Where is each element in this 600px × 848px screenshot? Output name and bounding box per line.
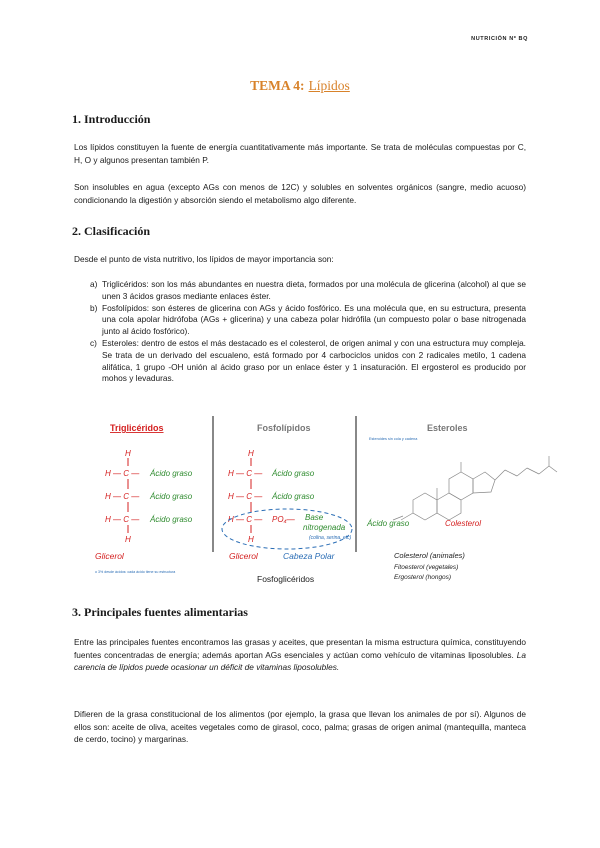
base-label: Base [305, 513, 324, 522]
svg-text:H: H [248, 535, 254, 544]
svg-text:H — C —: H — C — [105, 492, 140, 501]
svg-text:H: H [125, 535, 131, 544]
course-header: NUTRICIÓN Nº BQ [471, 36, 528, 42]
title-prefix: TEMA 4: [250, 78, 305, 93]
svg-text:H: H [248, 449, 254, 458]
list-item: c) Esteroles: dentro de estos el más destacado es el colesterol, de origen animal y con una estructura muy compleja. Se trata de un derivado del escualeno, está formado por 4 carbociclos unidos con 2 radicales metilo, 1 cadena alifática, 1 grupo -OH unión al ácido graso por un enlace éster y 1 insaturación. El ergosterol es producido por mohos y levaduras. [90, 337, 526, 384]
cholesterol-label: Colesterol [445, 519, 482, 528]
sources-paragraph-1: Entre las principales fuentes encontramos las grasas y aceites, que presentan la misma estructura química, constituyendo fuentes concentradas de energía; además aportan AGs esenciales y actúan como vehículo de vitaminas liposolubles. La carencia de lípidos puede ocasionar un déficit de vitaminas liposolubles. [74, 637, 526, 673]
fatty-acid-label: Ácido graso [272, 469, 315, 478]
classification-list [74, 279, 526, 385]
svg-text:H — C —: H — C — [105, 469, 140, 478]
phosphate-label: PO₄— [272, 515, 295, 524]
intro-paragraph-1: Los lípidos constituyen la fuente de energía cuantitativamente más importante. Se trata de moléculas compuestas por C, H, O y algunos presentan también P. [74, 142, 526, 165]
base-note: (colina, serina, etc) [309, 535, 352, 541]
title-topic: Lípidos [308, 78, 350, 93]
svg-text:H — C —: H — C — [228, 469, 263, 478]
triglycerides-note: o 3% desde ácidos: cada ácido tiene su estructura [95, 570, 176, 574]
classification-intro: Desde el punto de vista nutritivo, los lípidos de mayor importancia son: [74, 254, 334, 264]
base-label: nitrogenada [303, 523, 346, 532]
intro-paragraph-2: Son insolubles en agua (excepto AGs con menos de 12C) y solubles en solventes orgánicos (sangre, medio acuoso) condicionando la digestión y absorción siendo el metabolismo algo diferente. [74, 182, 526, 205]
fatty-acid-label: Ácido graso [150, 469, 193, 478]
sterol-type: Fitoesterol (vegetales) [394, 564, 459, 571]
section-heading-intro: 1. Introducción [72, 112, 151, 126]
list-item: a) Triglicéridos: son los más abundantes en nuestra dieta, formados por una molécula de glicerina (alcohol) al que se unen 3 ácidos grasos mediante enlaces éster. [90, 279, 526, 301]
phospholipids-title: Fosfolípidos [257, 423, 311, 433]
fatty-acid-label: Ácido graso [150, 492, 193, 501]
sterols-subtitle: Esteroides sin cola y cadena [369, 437, 418, 441]
sterol-fatty-acid-label: Ácido graso [367, 519, 410, 528]
sterol-type: Ergosterol (hongos) [394, 574, 452, 581]
sterols-title: Esteroles [427, 423, 468, 433]
list-item: b) Fosfolípidos: son ésteres de glicerina con AGs y ácido fosfórico. Es una molécula que, en su estructura, presenta una cola apolar hidrófoba (AGs + glicerina) y una cabeza polar hidrófila (un compuesto polar o base nitrogenada junto al ácido fosfórico). [90, 302, 526, 337]
triglycerides-title: Triglicéridos [110, 423, 164, 433]
polar-head-label: Cabeza Polar [283, 551, 335, 561]
fatty-acid-label: Ácido graso [150, 515, 193, 524]
svg-text:H — C —: H — C — [228, 515, 263, 524]
sources-italic-note: La carencia de lípidos puede ocasionar un déficit de vitaminas liposolubles. [74, 649, 526, 673]
sterol-type: Colesterol (animales) [394, 551, 465, 560]
svg-text:H: H [125, 449, 131, 458]
lipid-structures-diagram [95, 412, 595, 596]
svg-text:H — C —: H — C — [228, 492, 263, 501]
glycerol-label: Glicerol [95, 551, 124, 561]
glycerol-label: Glicerol [229, 551, 258, 561]
svg-text:H — C —: H — C — [105, 515, 140, 524]
phosphoglycerides-caption: Fosfoglicéridos [257, 574, 315, 584]
sources-paragraph-2: Difieren de la grasa constitucional de los alimentos (por ejemplo, la grasa que llevan los animales de por sí). Algunos de ellos son: aceite de oliva, aceites vegetales como de girasol, coco, palma; grasas de origen animal (mantequilla, manteca de cerdo, tocino) y margarinas. [74, 709, 526, 745]
section-heading-sources: 3. Principales fuentes alimentarias [72, 605, 248, 619]
fatty-acid-label: Ácido graso [272, 492, 315, 501]
cholesterol-structure [393, 456, 557, 520]
page-title [0, 78, 600, 94]
section-heading-classification: 2. Clasificación [72, 224, 150, 238]
